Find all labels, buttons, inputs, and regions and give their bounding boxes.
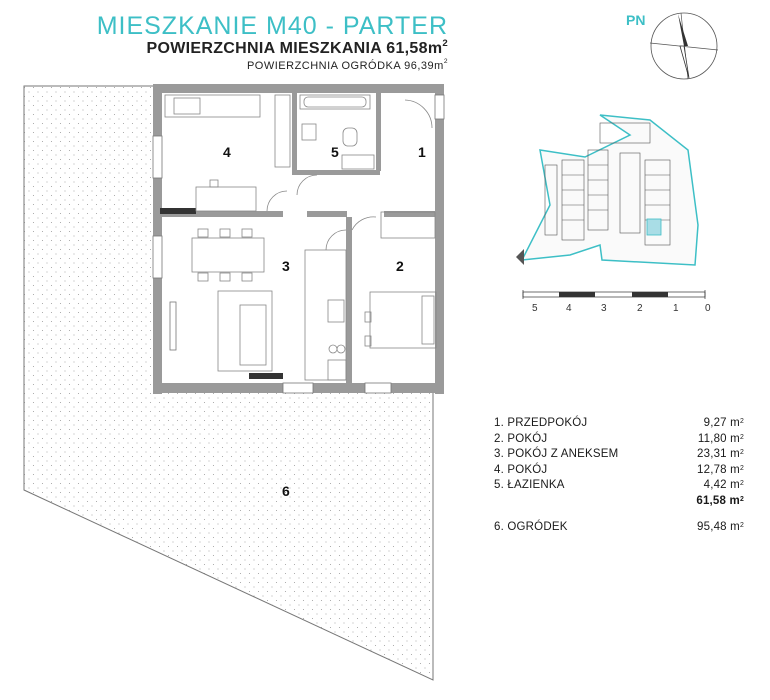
legend-row: 4. POKÓJ 12,78 $m^2$: [494, 463, 744, 476]
scale-tick: 2: [637, 303, 643, 314]
room-legend: [494, 416, 744, 536]
room-number-3: 3: [282, 258, 290, 274]
apartment-area: POWIERZCHNIA MIESZKANIA $61,58m^2$: [146, 38, 448, 57]
scale-tick: 0: [705, 303, 711, 314]
north-arrow-icon: [648, 10, 720, 82]
scale-tick: 5: [532, 303, 538, 314]
legend-row: 1. PRZEDPOKÓJ 9,27 $m^2$: [494, 417, 744, 429]
entrance-arrow-icon: [516, 249, 524, 265]
scale-tick: 3: [601, 303, 607, 314]
room-number-2: 2: [396, 258, 404, 274]
room-number-6: 6: [282, 483, 290, 499]
legend-row: 3. POKÓJ Z ANEKSEM 23,31 $m^2$: [494, 448, 744, 460]
legend-row: 5. ŁAZIENKA 4,42 $m^2$: [494, 479, 744, 491]
garden-area: POWIERZCHNIA OGRÓDKA $96,39m^2$: [246, 58, 448, 72]
apartment-floor: [155, 86, 442, 392]
room-number-4: 4: [223, 144, 231, 160]
scale-tick: 4: [566, 303, 572, 314]
legend-total: 61,58 $m^2$: [696, 494, 744, 507]
room-number-5: 5: [331, 144, 339, 160]
room-number-1: 1: [418, 144, 426, 160]
scale-tick: 1: [673, 303, 679, 314]
compass-label: PN: [626, 12, 646, 28]
scale-bar: [515, 288, 715, 302]
page-title: MIESZKANIE M40 - PARTER: [96, 12, 448, 40]
site-plan-thumbnail: [510, 105, 710, 275]
legend-row: 2. POKÓJ 11,80 $m^2$: [494, 432, 744, 445]
apartment-highlight: [647, 219, 661, 235]
legend-garden-row: 6. OGRÓDEK 95,48 $m^2$: [494, 521, 744, 533]
